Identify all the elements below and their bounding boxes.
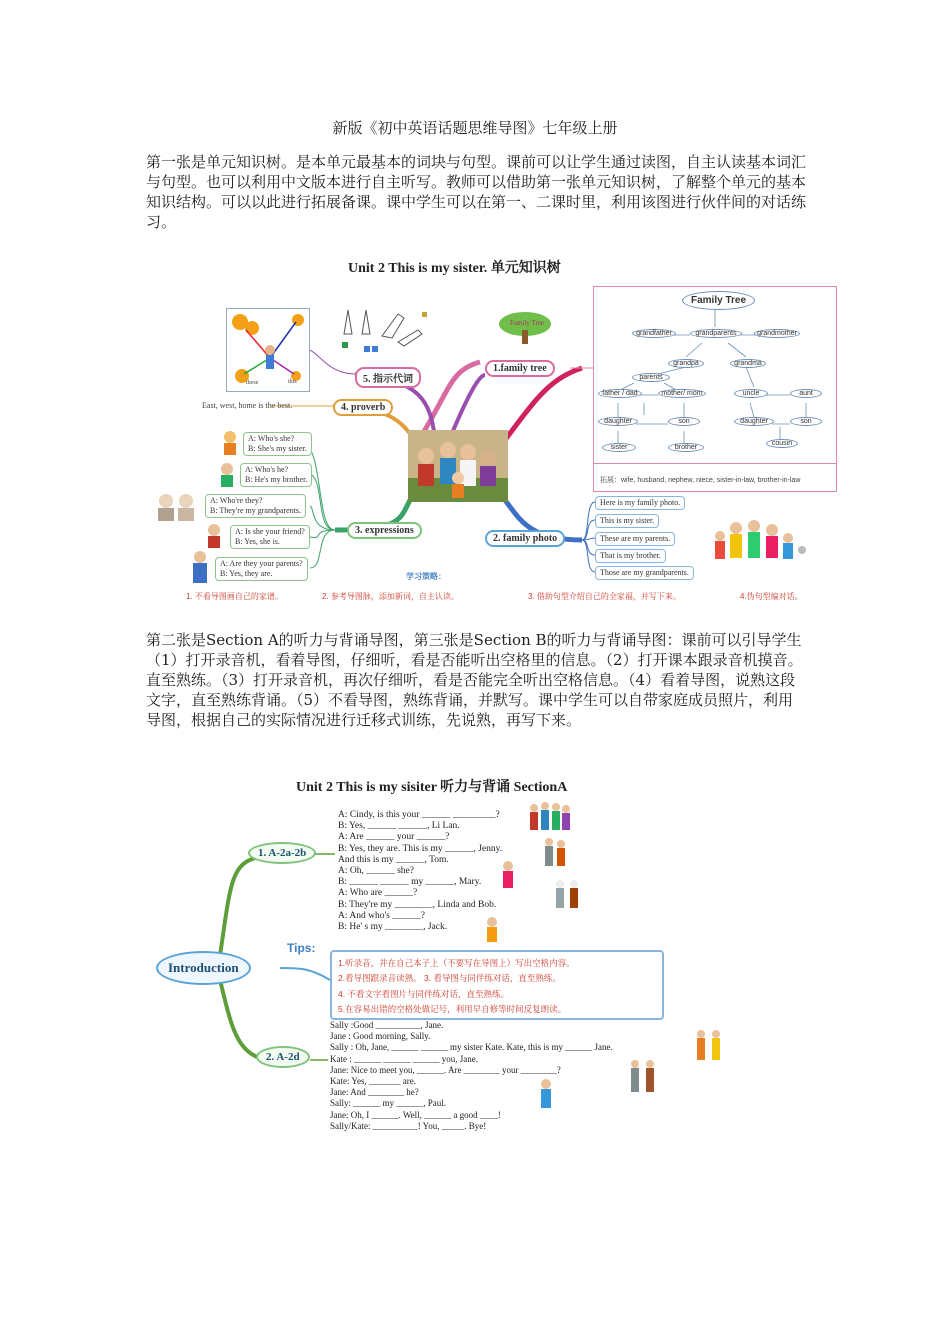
family-illustration — [710, 516, 810, 566]
photo-sentence: Here is my family photo. — [595, 496, 685, 510]
girl-icon — [220, 430, 240, 456]
dialogue-line: Jane : Good morning, Sally. — [330, 1031, 431, 1042]
tips-box — [330, 950, 664, 1020]
tree-node: mother/ mom — [658, 389, 706, 398]
expression-line: A: Are they your parents? — [220, 559, 303, 568]
expression-box-2 — [240, 463, 312, 487]
family-tree-box — [593, 286, 837, 492]
dialogue-line: Kate: Yes, _______ are. — [330, 1076, 416, 1087]
dialogue-line: B: He' s my ________, Jack. — [338, 922, 448, 933]
dialogue-line: Sally : Oh, Jane, ______ ______ my sister Kate. Kate, this is my ______ Jane. — [330, 1042, 613, 1053]
tree-node: uncle — [734, 389, 768, 398]
tree-node: grandfather — [632, 329, 676, 338]
grandparents-illustration — [552, 878, 582, 910]
photo-sentence: Those are my grandparents. — [595, 566, 694, 580]
section-node-2a-2b: 1. A-2a-2b — [248, 842, 316, 864]
paragraph-2: 第二张是Section A的听力与背诵导图，第三张是Section B的听力与背诵导图：课前可以引导学生（1）打开录音机，看着导图，仔细听，看是否能听出空格里的信息。（2）打开课本跟录音机摸音。直至熟练。（3）打开录音机，再次仔细听，看是否能完全听出空格信息。（4）看着导图，说熟这段文字，直至熟练背诵。（5）不看导图，熟练背诵，并默写。课中学生可以自带家庭成员照片，利用导图，根据自己的实际情况进行迁移式训练，先说熟，再写下来。 — [146, 631, 803, 729]
expression-line: A: Who's she? — [248, 434, 295, 443]
dialogue-line: Jane: Oh, I ______. Well, ______ a good ____! — [330, 1109, 501, 1120]
tip-item: 4. 不看文字看图片与同伴练对话，直至熟练。 — [338, 989, 509, 999]
photo-sentence: This is my sister. — [595, 514, 659, 528]
tip-item: 2.看导图跟录音读熟。 3. 看导图与同伴练对话，直至熟练。 — [338, 973, 561, 983]
branch-demonstratives: 5. 指示代词 — [355, 367, 421, 388]
expression-box-1 — [243, 432, 312, 456]
girl-illustration — [498, 860, 518, 890]
dialogue-line: B: Yes, ______ ______, Li Lan. — [338, 821, 460, 832]
boy-icon — [216, 462, 238, 488]
dialogue-line: A: Cindy, is this your ______ _________? — [338, 810, 500, 820]
tree-node: grandpa — [668, 359, 704, 368]
photo-sentence: That is my brother. — [595, 549, 666, 563]
dialogue-line: Sally: ______ my ______, Paul. — [330, 1098, 447, 1109]
tree-extension: 拓展：wife, husband, nephew, niece, sister-in-law, brother-in-law — [600, 477, 801, 484]
family-tree-title: Family Tree — [682, 291, 755, 310]
expression-line: B: They're my grandparents. — [210, 506, 302, 515]
tree-node: cousin — [766, 439, 798, 448]
expression-box-3 — [205, 494, 306, 518]
tree-node: grandmother — [754, 329, 800, 338]
dialogue-2d — [330, 1020, 613, 1132]
family-tree-icon — [495, 310, 555, 346]
dialogue-line: Sally :Good __________, Jane. — [330, 1020, 444, 1030]
tip-item: 5.在容易出错的空格处做记号，利用早自修等时间反复朗读。 — [338, 1004, 567, 1014]
demo-word: this — [288, 379, 297, 385]
tips-label: Tips: — [287, 941, 316, 955]
tree-node: parents — [632, 373, 670, 382]
tree-node: daughter — [734, 417, 774, 426]
strategy-item: 4.伪句型编对话。 — [740, 592, 803, 601]
expression-line: A: Who're they? — [210, 496, 263, 505]
tree-node: grandparents — [690, 329, 742, 338]
knowledge-tree-figure — [150, 250, 840, 610]
expression-box-5 — [215, 557, 308, 581]
dialogue-line: A: Are ______ your ______? — [338, 832, 450, 843]
group-illustration — [528, 800, 572, 832]
couple-illustration — [626, 1058, 660, 1094]
grandparents-icon — [152, 493, 200, 521]
strategy-item: 1. 不看导图画自己的家谱。 — [186, 592, 283, 601]
introduction-node: Introduction — [156, 951, 251, 985]
dialogue-line: A: Who are ______? — [338, 888, 418, 899]
pointing-hands-icon — [338, 304, 434, 356]
document-title: 新版《初中英语话题思维导图》七年级上册 — [332, 119, 618, 137]
dialogue-line: A: Oh, ______ she? — [338, 866, 414, 877]
dialogue-line: Kate : ______ ______ ______ you, Jane. — [330, 1053, 478, 1064]
figure2-title: Unit 2 This is my sisiter 听力与背诵 SectionA — [296, 780, 568, 795]
tree-node: aunt — [790, 389, 822, 398]
strategy-item: 3. 借助句型介绍自己的全家福，并写下来。 — [528, 592, 681, 601]
strategy-item: 2. 参考导图脉，添加新词，自主认读。 — [322, 592, 459, 601]
sisters-illustration — [692, 1028, 726, 1062]
tree-node: son — [790, 417, 822, 426]
demo-word: these — [246, 380, 259, 386]
branch-proverb: 4. proverb — [333, 399, 393, 416]
branch-family-photo: 2. family photo — [485, 530, 565, 547]
tree-node: sister — [602, 443, 636, 452]
expression-box-4 — [230, 525, 310, 549]
dialogue-line: B: Yes, they are. This is my ______, Jenny. — [338, 843, 503, 854]
dialogue-line: A: And who's ______? — [338, 910, 425, 921]
tree-node: father / dad — [598, 389, 642, 398]
dialogue-line: Sally/Kate: __________! You, _____. Bye! — [330, 1120, 487, 1131]
expression-line: A: Who's he? — [245, 465, 289, 474]
proverb-text: East, west, home is the best. — [202, 401, 293, 410]
section-a-figure — [150, 770, 730, 1140]
family-photo — [408, 430, 508, 502]
expression-line: B: He's my brother. — [245, 475, 308, 484]
dialogue-line: Jane: Nice to meet you, ______. Are ________ your ________? — [330, 1064, 561, 1075]
dialogue-line: And this is my ______, Tom. — [338, 854, 449, 865]
tree-node: daughter — [598, 417, 638, 426]
expression-line: B: She's my sister. — [248, 444, 307, 453]
tree-node: grandma — [730, 359, 766, 368]
dialogue-line: B: ______ ______ my ______, Mary. — [338, 877, 482, 888]
dialogue-line: B: They're my ________, Linda and Bob. — [338, 899, 497, 910]
man-icon — [188, 550, 212, 584]
boy-illustration — [482, 916, 502, 944]
svg-text:Family Tree: Family Tree — [510, 319, 545, 327]
branch-family-tree: 1.family tree — [485, 360, 555, 377]
tip-item: 1.听录音，并在自己本子上（不要写在导图上）写出空格内容。 — [338, 958, 575, 968]
dialogue-2a-2b — [338, 810, 502, 933]
woman-icon — [204, 523, 224, 549]
demonstrative-diagram — [226, 308, 310, 392]
expression-line: B: Yes, she is. — [235, 537, 280, 546]
expression-line: B: Yes, they are. — [220, 569, 273, 578]
paragraph-1: 第一张是单元知识树。是本单元最基本的词块与句型。课前可以让学生通过读图，自主认读基本词汇与句型。也可以利用中文版本进行自主听写。教师可以借助第一张单元知识树，了解整个单元的基本知识结构。可以以此进行拓展备课。课中学生可以在第一、二课时里，利用该图进行伙伴间的对话练习。 — [146, 153, 807, 231]
section-node-2d: 2. A-2d — [256, 1046, 310, 1068]
parents-illustration — [542, 836, 568, 870]
tree-node: brother — [668, 443, 704, 452]
figure1-title: Unit 2 This is my sister. 单元知识树 — [348, 261, 561, 276]
tree-node: son — [668, 417, 700, 426]
boy-paul-illustration — [536, 1078, 556, 1110]
dialogue-line: Jane: And ________ he? — [330, 1087, 419, 1098]
photo-sentence: These are my parents. — [595, 532, 675, 546]
branch-expressions: 3. expressions — [347, 522, 422, 539]
expression-line: A: Is she your friend? — [235, 527, 305, 536]
strategy-label: 学习策略： — [406, 572, 446, 581]
